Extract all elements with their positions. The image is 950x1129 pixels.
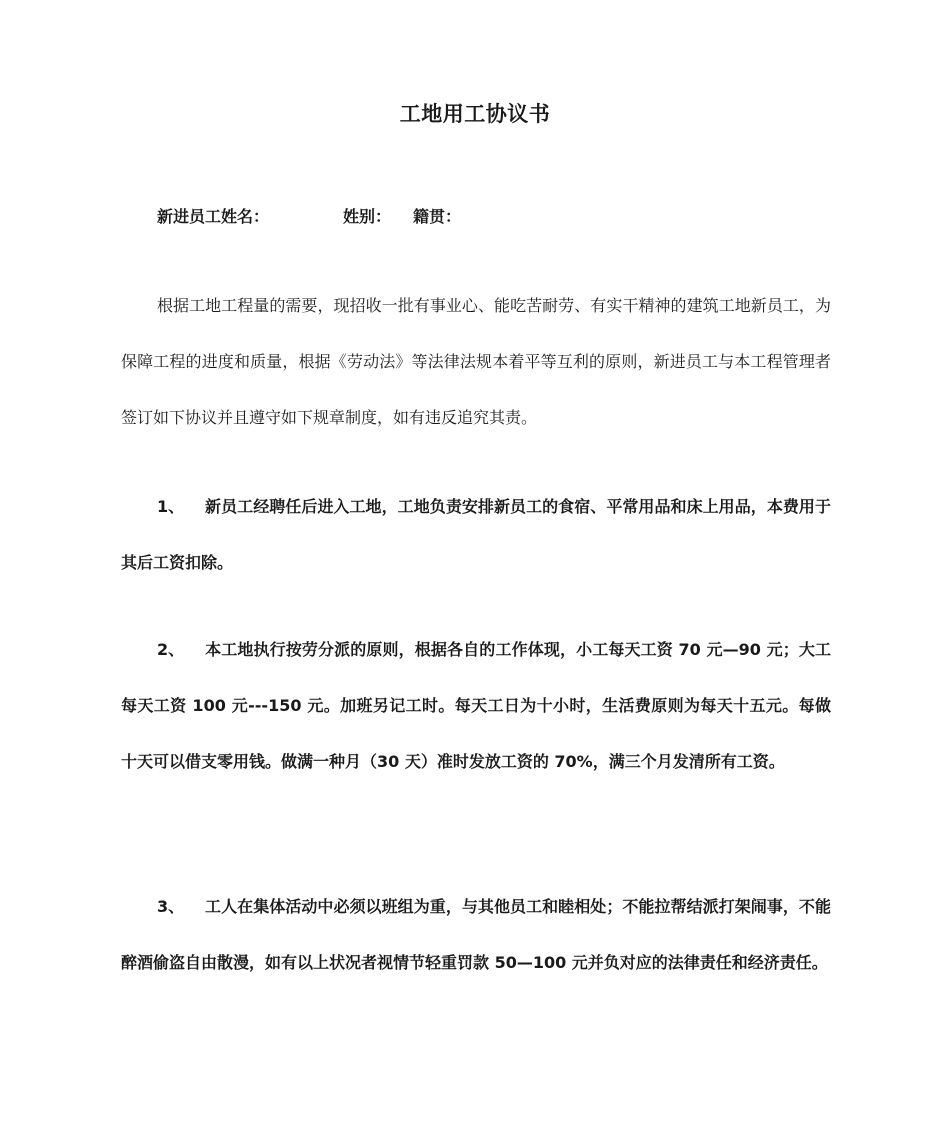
clause-2-text: 本工地执行按劳分派的原则，根据各自的工作体现，小工每天工资 70 元—90 元；大工每天工资 100 元---150 元。加班另记工时。每天工日为十小时，生活费原则为每天十五元。每做十天可以借支零用钱。做满一种月（30 天）准时发放工资的 70%，满三个月发清所有工资。 [121, 640, 831, 771]
intro-paragraph: 根据工地工程量的需要，现招收一批有事业心、能吃苦耐劳、有实干精神的建筑工地新员工，为保障工程的进度和质量，根据《劳动法》等法律法规本着平等互利的原则，新进员工与本工程管理者签订如下协议并且遵守如下规章制度，如有违反追究其责。 [121, 296, 831, 427]
clause-1-text: 新员工经聘任后进入工地，工地负责安排新员工的食宿、平常用品和床上用品，本费用于其后工资扣除。 [121, 497, 831, 572]
clause-1 [121, 479, 831, 591]
clause-3-number: 3、 [157, 897, 185, 916]
clause-3 [121, 879, 831, 991]
name-label: 新进员工姓名： [157, 207, 270, 226]
clause-2-number: 2、 [157, 640, 185, 659]
document-title: 工地用工协议书 [399, 102, 551, 126]
clause-2 [121, 622, 831, 790]
clause-1-number: 1、 [157, 497, 185, 516]
clause-3-text: 工人在集体活动中必须以班组为重，与其他员工和睦相处；不能拉帮结派打架闹事，不能醉酒偷盗自由散漫，如有以上状况者视情节轻重罚款 50—100 元并负对应的法律责任和经济责任。 [121, 897, 831, 972]
gender-label: 姓别： [343, 207, 392, 226]
employee-info-line [157, 204, 461, 230]
origin-label: 籍贯： [413, 207, 462, 226]
